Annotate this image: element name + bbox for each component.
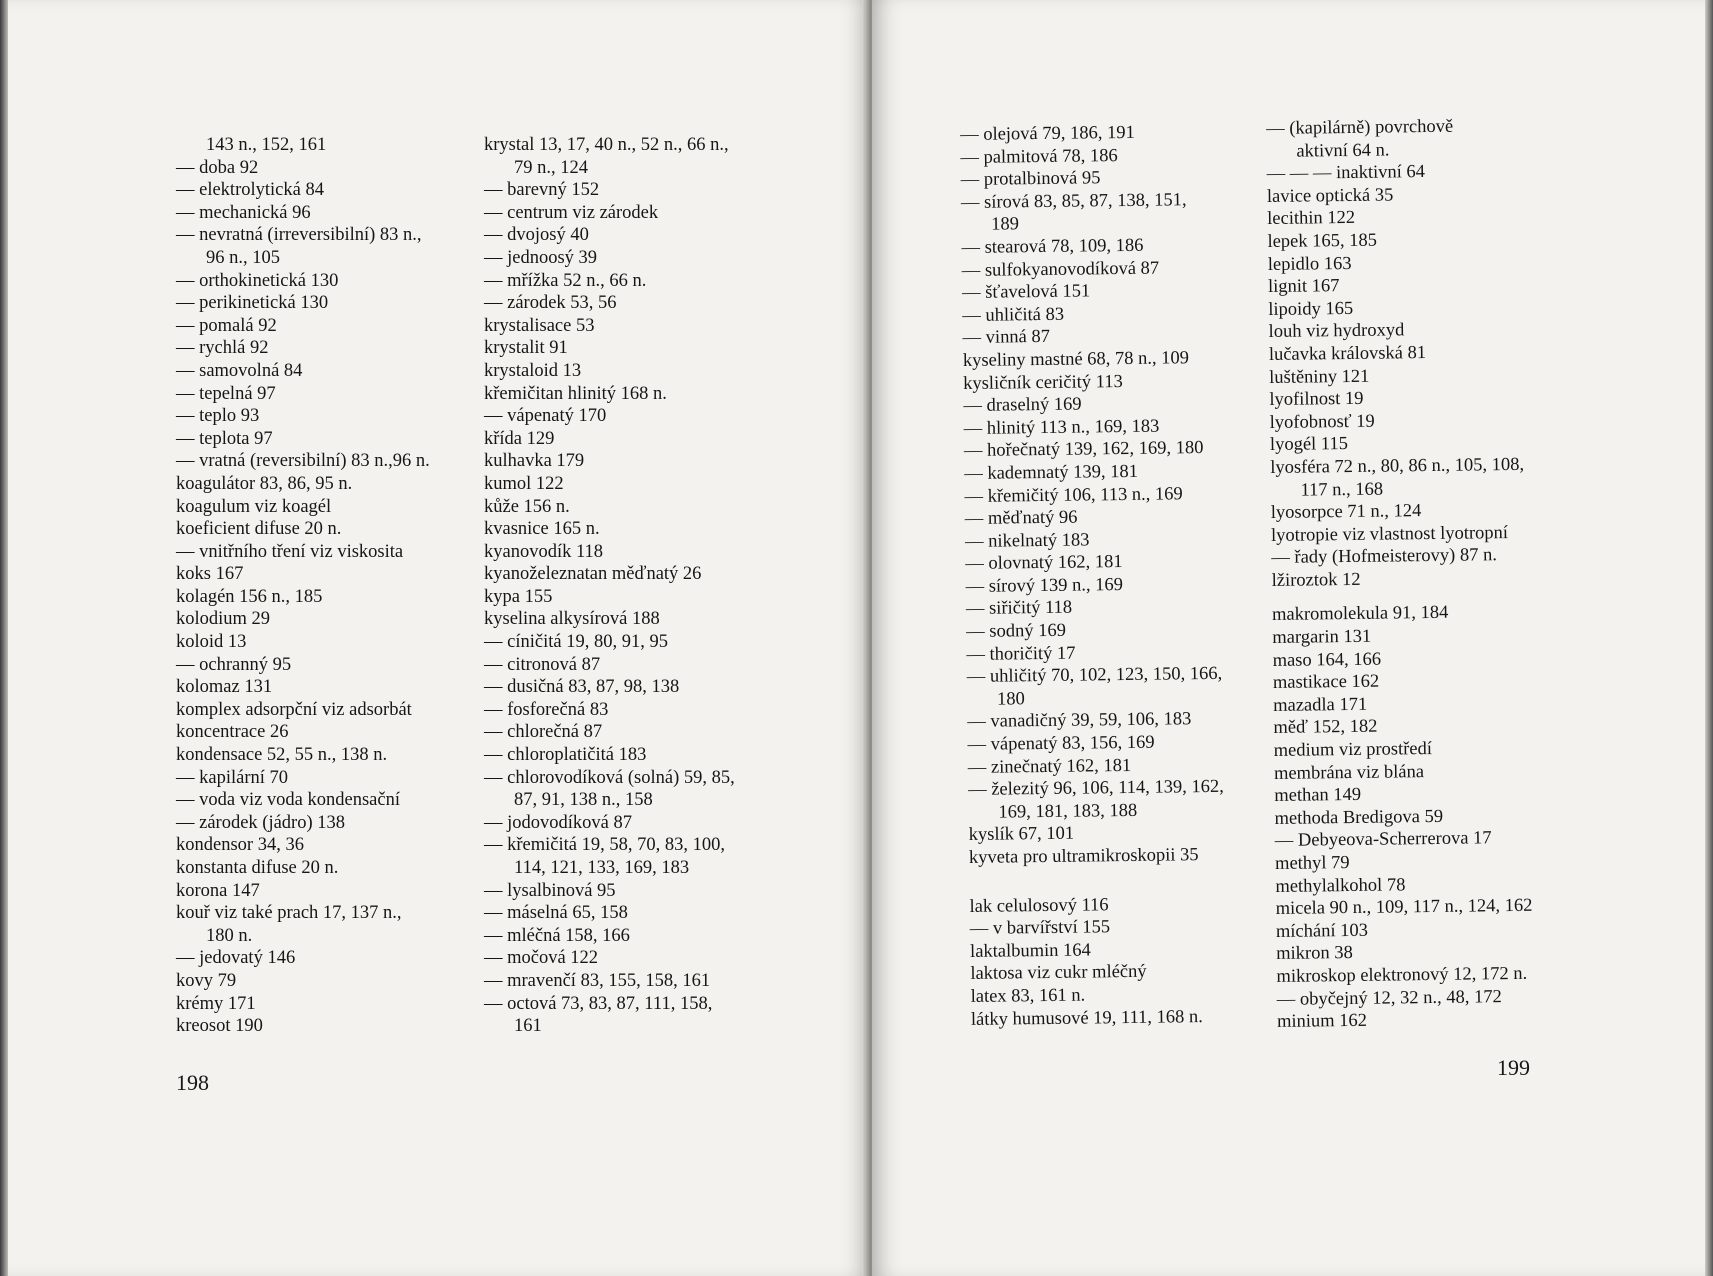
index-entry: — sírový 139 n., 169 [965, 574, 1124, 597]
index-entry: kyveta pro ultramikroskopii 35 [968, 845, 1199, 868]
index-entry: aktivní 64 n. [1296, 140, 1390, 162]
right-page [872, 0, 1713, 1276]
index-entry: mazadla 171 [1273, 694, 1368, 716]
index-entry: kyanoželeznatan měďnatý 26 [484, 564, 702, 585]
index-entry: 189 [991, 214, 1020, 236]
index-entry: 143 n., 152, 161 [206, 135, 327, 155]
index-entry: — rychlá 92 [176, 338, 269, 359]
index-entry: korona 147 [176, 880, 260, 901]
index-entry: margarin 131 [1272, 626, 1372, 649]
index-entry: — mléčná 158, 166 [484, 925, 630, 946]
index-entry: — mravenčí 83, 155, 158, 161 [484, 970, 711, 991]
index-entry: 117 n., 168 [1300, 479, 1384, 501]
index-entry: kyseliny mastné 68, 78 n., 109 [962, 348, 1190, 371]
index-entry: — nevratná (irreversibilní) 83 n., [176, 225, 422, 246]
index-entry: krystal 13, 17, 40 n., 52 n., 66 n., [484, 135, 729, 155]
index-entry: kondensor 34, 36 [176, 835, 304, 856]
index-entry: koloid 13 [176, 632, 247, 653]
index-entry: luštěniny 121 [1269, 366, 1370, 388]
index-entry: — zinečnatý 162, 181 [967, 755, 1132, 778]
index-entry: kovy 79 [176, 970, 237, 991]
index-entry: — kademnatý 139, 181 [964, 461, 1139, 484]
index-entry: — tepelná 97 [176, 383, 276, 404]
index-entry: kolomaz 131 [176, 677, 273, 698]
index-entry: krystalisace 53 [484, 315, 595, 336]
index-entry: — hlinitý 113 n., 169, 183 [963, 416, 1160, 439]
index-entry: — centrum viz zárodek [484, 202, 659, 223]
index-entry: methylalkohol 78 [1275, 874, 1406, 897]
index-column-4 [1266, 115, 1534, 1034]
index-entry: lignit 167 [1267, 276, 1340, 298]
index-entry: kvasnice 165 n. [484, 519, 600, 540]
index-entry: mikron 38 [1276, 943, 1353, 965]
index-entry: míchání 103 [1275, 920, 1369, 942]
index-entry: — doba 92 [176, 157, 259, 178]
index-entry: makromolekula 91, 184 [1271, 603, 1449, 626]
index-entry: — mřížka 52 n., 66 n. [484, 270, 647, 291]
index-entry: — perikinetická 130 [176, 293, 329, 314]
page-number-left: 198 [176, 1070, 209, 1095]
index-entry: koagulum viz koagél [176, 496, 332, 517]
index-entry: — citronová 87 [484, 654, 601, 675]
left-page-edge [0, 0, 8, 1276]
index-entry: louh viz hydroxyd [1268, 320, 1405, 343]
index-entry: — obyčejný 12, 32 n., 48, 172 [1276, 986, 1502, 1010]
index-entry: lyotropie viz vlastnost lyotropní [1270, 522, 1509, 546]
index-entry: — močová 122 [484, 948, 599, 969]
index-entry: — thoričitý 17 [966, 643, 1076, 665]
index-column-3 [960, 121, 1227, 1031]
index-entry: — pomalá 92 [176, 315, 277, 336]
index-entry: — palmitová 78, 186 [960, 145, 1118, 168]
index-entry: koncentrace 26 [176, 722, 289, 743]
index-entry: lučavka královská 81 [1268, 343, 1427, 365]
index-entry: — sodný 169 [966, 620, 1067, 643]
index-entry: 96 n., 105 [206, 247, 280, 268]
index-entry: 87, 91, 138 n., 158 [514, 790, 653, 811]
index-entry: — vanadičný 39, 59, 106, 183 [967, 709, 1192, 733]
index-entry: — vápenatý 83, 156, 169 [967, 732, 1155, 755]
index-entry: minium 162 [1276, 1010, 1368, 1033]
index-entry: lepidlo 163 [1267, 253, 1352, 275]
index-entry: latex 83, 161 n. [970, 985, 1086, 1007]
index-entry: kypa 155 [484, 586, 553, 607]
index-entry: lžiroztok 12 [1271, 569, 1361, 591]
index-entry: křemičitan hlinitý 168 n. [484, 383, 667, 404]
index-entry: kumol 122 [484, 473, 564, 494]
index-entry: kulhavka 179 [484, 451, 585, 472]
index-entry: kyanovodík 118 [484, 541, 604, 562]
index-entry: — uhličitá 83 [962, 304, 1065, 326]
index-entry: — šťavelová 151 [961, 281, 1091, 304]
index-entry: — — — inaktivní 64 [1266, 162, 1426, 185]
index-entry: — křemičitá 19, 58, 70, 83, 100, [484, 835, 725, 856]
index-entry: — olejová 79, 186, 191 [960, 122, 1135, 145]
index-entry: — měďnatý 96 [964, 507, 1078, 530]
index-entry: lyogél 115 [1269, 434, 1349, 456]
index-entry: — (kapilárně) povrchově [1266, 116, 1454, 139]
page-number-right: 199 [1497, 1055, 1530, 1080]
index-entry: — vinná 87 [962, 327, 1051, 349]
index-column-1 [176, 134, 430, 1038]
index-entry: kolagén 156 n., 185 [176, 586, 323, 607]
index-entry: — mechanická 96 [176, 202, 311, 223]
index-column-2 [484, 134, 735, 1038]
index-entry: — vnitřního tření viz viskosita [176, 541, 404, 562]
index-entry: laktalbumin 164 [969, 940, 1091, 962]
index-entry: maso 164, 166 [1272, 649, 1382, 671]
index-entry: lyofilnost 19 [1269, 388, 1364, 411]
index-entry: — jednoosý 39 [484, 247, 598, 268]
index-entry: kreosot 190 [176, 1016, 263, 1037]
index-entry: mikroskop elektronový 12, 172 n. [1276, 963, 1528, 987]
index-entry: koeficient difuse 20 n. [176, 519, 342, 540]
index-entry: koks 167 [176, 564, 244, 585]
index-entry: krémy 171 [176, 993, 256, 1014]
index-entry: methan 149 [1274, 785, 1362, 807]
index-entry: — siřičitý 118 [965, 598, 1073, 620]
index-entry: krystaloid 13 [484, 360, 582, 381]
index-entry: membrána viz blána [1273, 761, 1425, 784]
index-entry: — orthokinetická 130 [176, 270, 339, 291]
index-entry: — sulfokyanovodíková 87 [961, 258, 1160, 281]
index-entry: měď 152, 182 [1273, 717, 1378, 739]
index-entry: lavice optická 35 [1266, 185, 1394, 207]
index-entry: látky humusové 19, 111, 168 n. [970, 1006, 1203, 1030]
index-entry: lyofobnosť 19 [1269, 411, 1375, 433]
index-entry: — samovolná 84 [176, 360, 303, 381]
index-entry: laktosa viz cukr mléčný [970, 962, 1147, 985]
index-entry: — sírová 83, 85, 87, 138, 151, [960, 190, 1187, 213]
index-entry: — olovnatý 162, 181 [965, 552, 1123, 575]
index-entry: — ochranný 95 [176, 654, 292, 675]
index-entry: lecithin 122 [1267, 208, 1356, 230]
index-entry: kysličník ceričitý 113 [963, 371, 1123, 394]
index-entry: — chlorovodíková (solná) 59, 85, [484, 767, 735, 788]
index-entry: — teplota 97 [176, 428, 273, 449]
index-entry: lepek 165, 185 [1267, 230, 1378, 252]
index-entry: lipoidy 165 [1268, 298, 1354, 320]
index-entry: 161 [514, 1016, 542, 1037]
index-entry: — zárodek (jádro) 138 [176, 812, 346, 833]
index-entry: 114, 121, 133, 169, 183 [514, 858, 690, 878]
index-entry: — teplo 93 [176, 406, 260, 427]
index-entry: komplex adsorpční viz adsorbát [176, 699, 412, 720]
index-entry: 169, 181, 183, 188 [998, 800, 1138, 823]
index-entry: — fosforečná 83 [484, 699, 609, 720]
index-entry: lyosféra 72 n., 80, 86 n., 105, 108, [1270, 454, 1525, 478]
index-entry: — Debyeova-Scherrerova 17 [1274, 828, 1492, 852]
index-entry: — chlorečná 87 [484, 722, 603, 743]
index-entry: — nikelnatý 183 [964, 530, 1090, 552]
index-entry: — uhličitý 70, 102, 123, 150, 166, [966, 664, 1223, 688]
index-entry: 180 [996, 689, 1025, 710]
index-entry: — vratná (reversibilní) 83 n.,96 n. [176, 451, 430, 472]
index-entry: — chloroplatičitá 183 [484, 745, 647, 766]
index-entry: lyosorpce 71 n., 124 [1270, 501, 1422, 524]
index-entry: kůže 156 n. [484, 496, 570, 517]
index-entry: — dvojosý 40 [484, 225, 589, 246]
index-entry: — dusičná 83, 87, 98, 138 [484, 677, 680, 698]
index-entry: konstanta difuse 20 n. [176, 858, 339, 878]
index-entry: — jodovodíková 87 [484, 812, 632, 833]
index-entry: 180 n. [206, 925, 253, 946]
index-entry: — cíničitá 19, 80, 91, 95 [484, 632, 668, 653]
index-entry: — v barvířství 155 [969, 917, 1111, 940]
index-entry: — jedovatý 146 [176, 948, 296, 969]
index-entry: kyslík 67, 101 [968, 824, 1075, 846]
index-entry: — voda viz voda kondensační [176, 790, 400, 811]
index-entry: — kapilární 70 [176, 767, 289, 788]
index-entry: lak celulosový 116 [969, 894, 1109, 917]
index-entry: — železitý 96, 106, 114, 139, 162, [968, 777, 1224, 801]
index-entry: kouř viz také prach 17, 137 n., [176, 903, 402, 924]
index-entry: — zárodek 53, 56 [484, 293, 617, 314]
index-entry: methyl 79 [1274, 853, 1350, 874]
index-entry: kondensace 52, 55 n., 138 n. [176, 745, 388, 766]
index-entry: — stearová 78, 109, 186 [961, 235, 1144, 258]
index-entry: — lysalbinová 95 [484, 880, 616, 901]
index-entry: mastikace 162 [1272, 671, 1380, 694]
index-entry: — draselný 169 [963, 394, 1082, 417]
right-page-edge [1705, 0, 1713, 1276]
index-entry: medium viz prostředí [1273, 739, 1433, 761]
index-entry: kolodium 29 [176, 609, 271, 630]
index-entry: krystalit 91 [484, 338, 568, 359]
index-entry: — máselná 65, 158 [484, 903, 628, 924]
index-entry: — řady (Hofmeisterovy) 87 n. [1271, 545, 1498, 569]
index-entry: křída 129 [484, 428, 555, 449]
index-entry: — křemičitý 106, 113 n., 169 [964, 483, 1183, 507]
index-entry: koagulátor 83, 86, 95 n. [176, 473, 353, 494]
index-entry: — protalbinová 95 [960, 168, 1101, 191]
index-entry: methoda Bredigova 59 [1274, 806, 1444, 829]
index-entry: kyselina alkysírová 188 [484, 609, 660, 630]
index-entry: — vápenatý 170 [484, 406, 607, 427]
index-entry: — hořečnatý 139, 162, 169, 180 [963, 438, 1204, 462]
index-entry: micela 90 n., 109, 117 n., 124, 162 [1275, 895, 1533, 920]
index-entry: — octová 73, 83, 87, 111, 158, [484, 993, 713, 1014]
index-entry: — elektrolytická 84 [176, 180, 324, 201]
index-entry: 79 n., 124 [514, 157, 588, 178]
index-entry: — barevný 152 [484, 180, 600, 201]
